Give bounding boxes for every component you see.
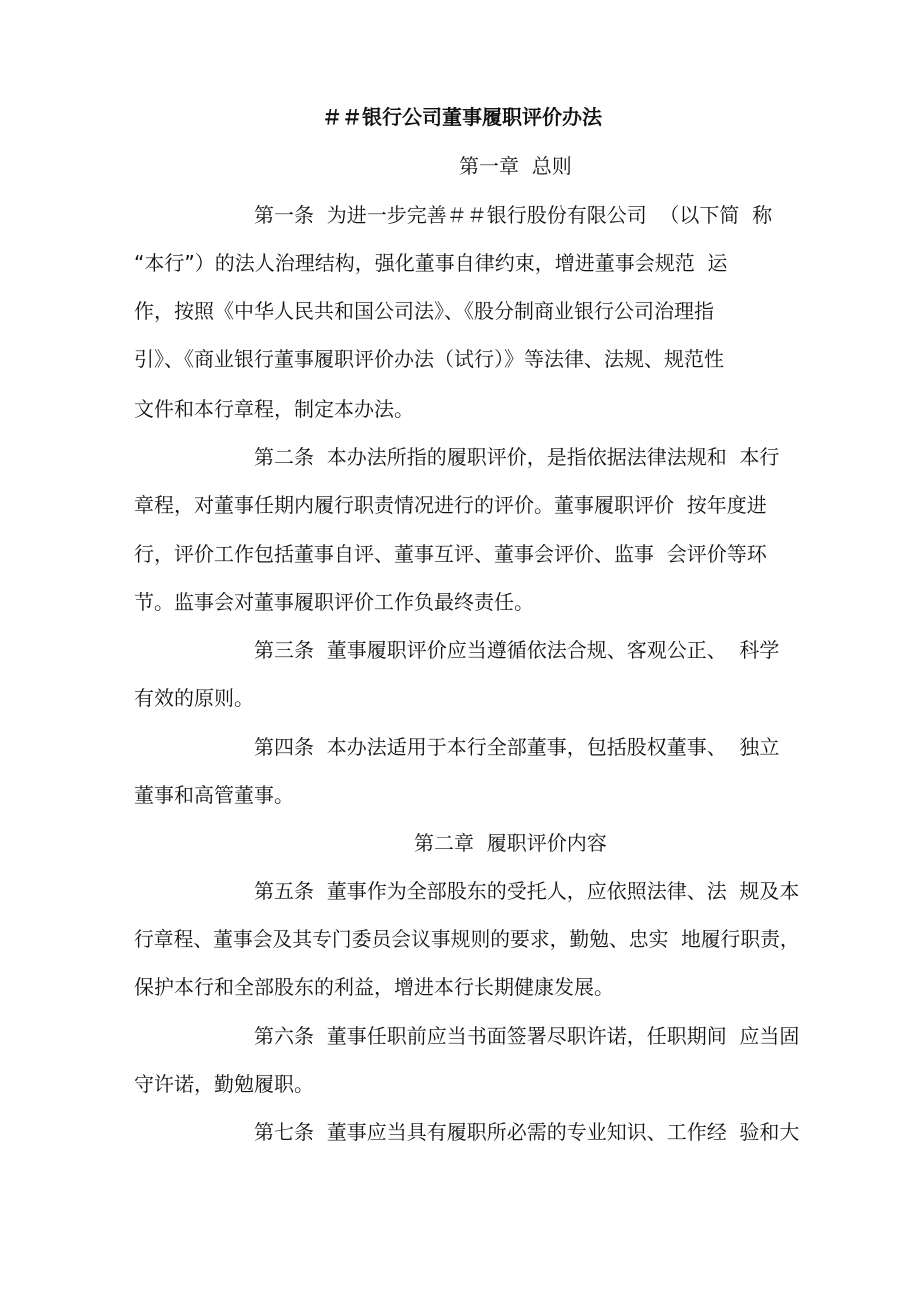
article-1-line-2: “本行”）的法人治理结构，强化董事自律约束，增进董事会规范 运 bbox=[134, 251, 728, 275]
document-title: ＃＃银行公司董事履职评价办法 bbox=[322, 105, 602, 129]
article-6-line-1: 第六条 董事任职前应当书面签署尽职许诺，任职期间 应当固 bbox=[254, 1024, 800, 1048]
article-2-line-3: 行，评价工作包括董事自评、董事互评、董事会评价、监事 会评价等环 bbox=[134, 542, 767, 566]
article-4-line-2: 董事和高管董事。 bbox=[134, 783, 294, 807]
article-2-line-2: 章程，对董事任期内履行职责情况进行的评价。董事履职评价 按年度进 bbox=[134, 493, 767, 517]
article-7-line-1: 第七条 董事应当具有履职所必需的专业知识、工作经 验和大 bbox=[254, 1120, 800, 1144]
chapter-heading: 第二章 履职评价内容 bbox=[414, 831, 607, 855]
article-1-line-4: 引》、《商业银行董事履职评价办法（试行）》等法律、法规、规范性 bbox=[134, 347, 724, 371]
article-4-line-1: 第四条 本办法适用于本行全部董事，包括股权董事、 独立 bbox=[254, 735, 780, 759]
article-3-line-1: 第三条 董事履职评价应当遵循依法合规、客观公正、 科学 bbox=[254, 638, 780, 662]
article-1-line-3: 作，按照《中华人民共和国公司法》、《股分制商业银行公司治理指 bbox=[134, 299, 714, 323]
article-5-line-2: 行章程、董事会及其专门委员会议事规则的要求，勤勉、忠实 地履行职责， bbox=[134, 927, 800, 951]
article-6-line-2: 守许诺，勤勉履职。 bbox=[134, 1072, 314, 1096]
article-2-line-4: 节。监事会对董事履职评价工作负最终责任。 bbox=[134, 590, 534, 614]
chapter-heading: 第一章 总则 bbox=[459, 154, 572, 178]
article-2-line-1: 第二条 本办法所指的履职评价，是指依据法律法规和 本行 bbox=[254, 445, 780, 469]
article-1-line-1: 第一条 为进一步完善＃＃银行股份有限公司 （以下简 称 bbox=[254, 203, 773, 227]
article-5-line-3: 保护本行和全部股东的利益，增进本行长期健康发展。 bbox=[134, 975, 614, 999]
article-5-line-1: 第五条 董事作为全部股东的受托人，应依照法律、法 规及本 bbox=[254, 879, 800, 903]
article-1-line-5: 文件和本行章程，制定本办法。 bbox=[134, 397, 414, 421]
article-3-line-2: 有效的原则。 bbox=[134, 686, 254, 710]
